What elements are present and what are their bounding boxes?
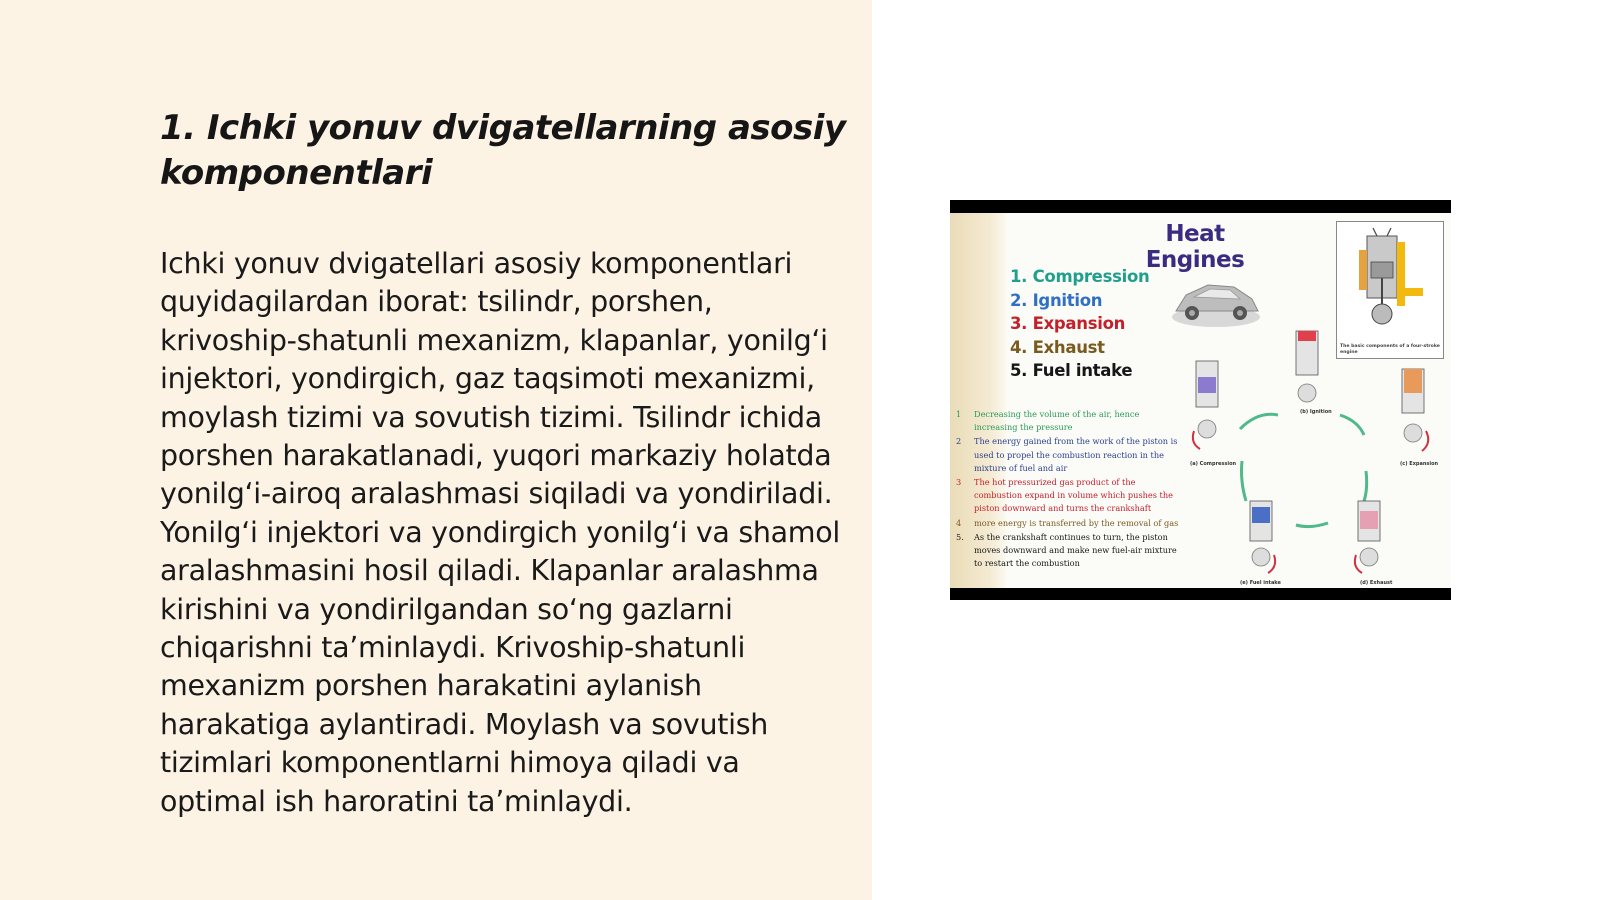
description-item [954,435,1184,475]
description-text: Decreasing the volume of the air, hence increasing the pressure [974,409,1140,433]
stroke-item [1010,312,1149,336]
slide-title: 1. Ichki yonuv dvigatellarning asosiy komponentlari [160,108,846,193]
stroke-item [1010,265,1149,289]
stroke-caption-ignition: (b) Ignition [1300,409,1332,415]
stroke-label-fuel-intake: 5. Fuel intake [1010,361,1133,380]
piston-exhaust [1355,501,1380,573]
description-item [954,531,1184,571]
stroke-item [1010,359,1149,383]
description-number: 4 [956,517,962,528]
heat-engines-figure [950,200,1451,600]
four-stroke-cycle-diagram [1160,311,1450,586]
stroke-list [1010,265,1149,383]
stroke-caption-expansion: (c) Expansion [1400,461,1439,467]
description-number: 2 [956,436,962,447]
description-item [954,408,1184,434]
description-number: 5. [956,531,964,542]
figure-canvas [950,213,1451,588]
description-item [954,517,1184,530]
figure-title: Heat Engines [1145,221,1245,273]
piston-compression [1193,361,1218,449]
description-number: 1 [956,409,962,419]
stroke-label-exhaust: 4. Exhaust [1010,337,1105,357]
stroke-item [1010,336,1149,360]
stroke-label-expansion: 3. Expansion [1010,314,1126,333]
description-text: more energy is transferred by the removal of gas [974,517,1179,528]
piston-fuel-intake [1250,501,1275,573]
stroke-caption-compression: (a) Compression [1190,461,1237,467]
description-number: 3 [956,477,962,488]
description-text: The hot pressurized gas product of the combustion expand in volume which pushes the piston downward and turns the crankshaft [974,477,1173,514]
stroke-item [1010,289,1149,313]
description-text: The energy gained from the work of the piston is used to propel the combustion reaction in the mixture of fuel and air [974,436,1178,473]
engine-caption: The basic components of a four-stroke engine [1340,344,1440,355]
description-text: As the crankshaft continues to turn, the piston moves downward and make new fuel-air mixture to restart the combustion [974,531,1177,569]
piston-ignition [1296,331,1318,402]
stroke-label-compression: 1. Compression [1010,267,1150,286]
stroke-caption-fuel-intake: (e) Fuel intake [1240,580,1281,586]
stroke-descriptions [954,408,1184,571]
description-item [954,476,1184,516]
stroke-caption-exhaust: (d) Exhaust [1360,580,1393,586]
slide-body-text: Ichki yonuv dvigatellari asosiy komponentlari quyidagilardan iborat: tsilindr, porshen, krivoship-shatunli mexanizm, klapanlar, yonilgʻi injektori, yondirgich, gaz taqsimoti mexanizmi, moylash tizimi va sovutish tizimi. Tsilindr ichida porshen harakatlanadi, yuqori markaziy holatda yonilgʻi-airoq aralashmasi siqiladi va yondiriladi. Yonilgʻi injektori va yondirgich yonilgʻi va shamol aralashmasini hosil qiladi. Klapanlar aralashma kirishini va yondirilgandan soʻng gazlarni chiqarishni taʼminlaydi. Krivoship-shatunli mexanizm porshen harakatini aylanish harakatiga aylantiradi. Moylash va sovutish tizimlari komponentlarni himoya qiladi va optimal ish haroratini taʼminlaydi. [160,247,841,818]
piston-expansion [1402,369,1428,451]
stroke-label-ignition: 2. Ignition [1010,290,1103,310]
